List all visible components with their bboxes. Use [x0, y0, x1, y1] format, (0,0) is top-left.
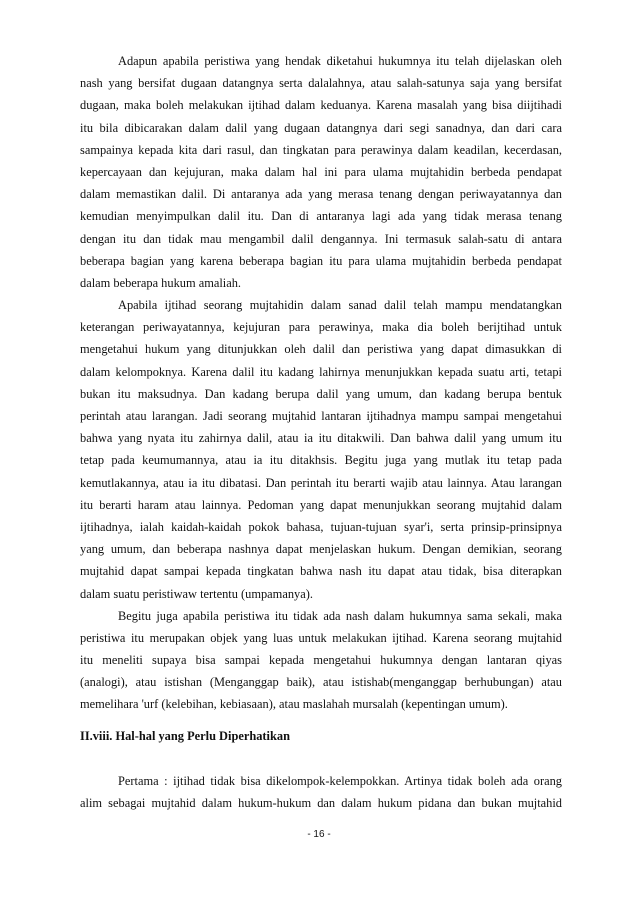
text-line: Adapun apabila peristiwa yang hendak diketahui hukumnya itu telah dijelaskan oleh: [118, 54, 562, 68]
text-line: bahwa yang nyata itu zahirnya dalil, atau ia itu ditakwili. Dan bahwa dalil yang umum itu: [80, 431, 562, 446]
text-line: tetap pada keumumannya, atau ia itu ditakhsis. Begitu juga yang mutlak itu tetap pada: [80, 453, 562, 468]
paragraph-1: [80, 50, 562, 294]
text-line: dalam beberapa hukum amaliah.: [80, 275, 242, 290]
section-heading-block: [80, 725, 562, 747]
text-line: sampainya kepada kita dari rasul, dan tingkatan para perawinya dalam keadilan, kecerdasan,: [80, 142, 562, 157]
body-text: [80, 50, 562, 716]
text-line: yang umum, dan beberapa nashnya dapat menjelaskan hukum. Dengan demikian, seorang: [80, 542, 562, 557]
text-line: dalam suatu peristiwaw tertentu (umpamanya).: [80, 586, 313, 601]
text-line: bukan itu maksudnya. Dan kadang berupa dalil yang umum, dan kadang berupa bentuk: [80, 386, 562, 401]
text-line: memelihara 'urf (kelebihan, kebiasaan), atau maslahah mursalah (kepentingan umum).: [80, 697, 508, 712]
text-line: dalam memastikan dalil. Di antaranya ada yang merasa tenang dengan periwayatannya dan: [80, 187, 562, 202]
text-line: itu berarti haram atau lainnya. Pedoman yang dapat menunjukkan seorang mujtahid dalam: [80, 497, 562, 512]
text-line: dalam kelompoknya. Karena dalil itu kadang lahirnya menunjukkan kepada suatu arti, tetapi: [80, 364, 562, 379]
text-line: ijtihadnya, ialah kaidah-kaidah pokok bahasa, tujuan-tujuan syar'i, serta prinsip-prinsipnya: [80, 519, 562, 534]
text-line: Begitu juga apabila peristiwa itu tidak ada nash dalam hukumnya sama sekali, maka: [118, 608, 562, 623]
text-line: dengan itu dan tidak mau mengambil dalil dengannya. Ini termasuk salah-satu di antara: [80, 231, 562, 246]
text-line: dugaan, maka boleh melakukan ijtihad dalam keduanya. Karena masalah yang bisa diijtihadi: [80, 98, 562, 113]
text-line: mengetahui hukum yang ditunjukkan oleh dalil dan peristiwa yang dapat dimasukkan di: [80, 342, 562, 357]
text-line: perintah atau larangan. Jadi seorang mujtahid lantaran ijtihadnya mampu sampai mengetahui: [80, 409, 562, 423]
text-line: alim sebagai mujtahid dalam hukum-hukum dan dalam hukum pidana dan bukan mujtahid: [80, 796, 562, 811]
text-line: Apabila ijtihad seorang mujtahidin dalam sanad dalil telah mampu mendatangkan: [118, 298, 562, 313]
text-line: mujtahid dapat sampai kepada tingkatan bahwa nash itu dapat atau tidak, bisa diterapkan: [80, 564, 562, 579]
text-line: nash yang bersifat dugaan datangnya serta dalalahnya, atau salah-satunya saja yang bersifat: [80, 76, 562, 91]
text-line: keterangan periwayatannya, kejujuran para perawinya, maka dia boleh berijtihad untuk: [80, 320, 562, 335]
paragraph-2: [80, 294, 562, 605]
paragraph-3: [80, 605, 562, 716]
text-line: Pertama : ijtihad tidak bisa dikelompok-kelempokkan. Artinya tidak boleh ada orang: [118, 774, 562, 788]
text-line: itu meneliti supaya bisa sampai kepada mengetahui hukumnya dengan lantaran qiyas: [80, 653, 562, 668]
text-line: kepercayaan dan kejujuran, maka dalam hal ini para ulama mujtahidin berbeda pendapat: [80, 164, 562, 179]
text-line: kemutlakannya, atau ia itu dibatasi. Dan perintah itu berarti wajib atau lainnya. Atau larangan: [80, 475, 562, 490]
text-line: itu bila dibicarakan dalam dalil yang dugaan datangnya dari segi sanadnya, dan dari cara: [80, 120, 562, 135]
text-line: kemudian menyimpulkan dalil itu. Dan di antaranya lagi ada yang tidak merasa tenang: [80, 209, 562, 224]
page-number: - 16 -: [307, 829, 331, 840]
section-body: [80, 770, 562, 814]
text-line: beberapa bagian yang karena beberapa bagian itu para ulama mujtahidin berbeda pendapat: [80, 253, 562, 268]
text-line: peristiwa itu merupakan objek yang luas untuk melakukan ijtihad. Karena seorang mujtahid: [80, 630, 562, 645]
text-line: (analogi), atau istishan (Menganggap baik), atau istishab(menganggap berhubungan) atau: [80, 675, 562, 690]
section-heading: II.viii. Hal-hal yang Perlu Diperhatikan: [80, 729, 290, 743]
